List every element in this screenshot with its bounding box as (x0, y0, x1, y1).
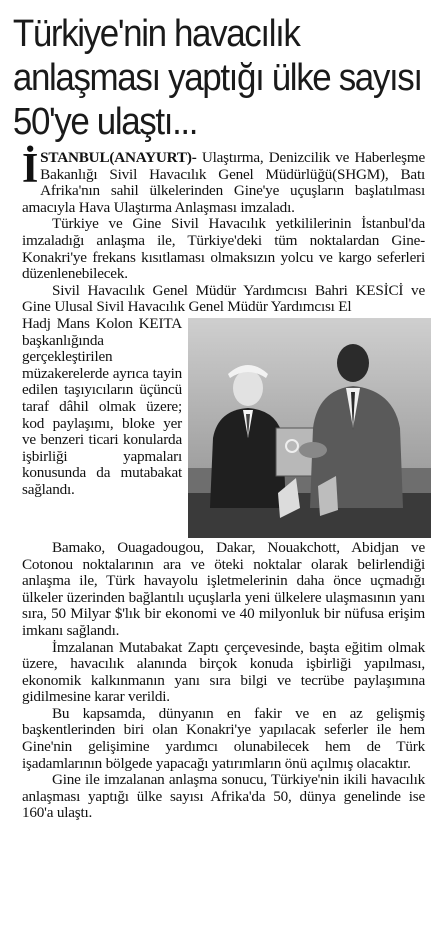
headline: Türkiye'nin havacılık anlaşması yaptığı ülke sayısı 50'ye ulaştı... (12, 13, 422, 143)
article-body (0, 146, 439, 822)
news-photo (188, 318, 431, 538)
signing-ceremony-photo (188, 318, 431, 538)
paragraph-3-wrap: Hadj Mans Kolon KEITA başkanlığında gerçekleştirilen müzakerelerde ayrıca tayin edilen taşıyıcıların üçüncü taraf dâhil olmak üzere; kod paylaşımı, bloke yer ve benzeri ticari konularda işbirliği yapmaları konusunda da mutabakat sağlandı. (22, 314, 182, 498)
paragraph-3-lead: Sivil Havacılık Genel Müdür Yardımcısı Bahri KESİCİ ve Gine Ulusal Sivil Havacılık Genel Müdür Yardımcısı El (22, 281, 425, 316)
paragraph-lead (22, 146, 425, 216)
paragraph-2: Türkiye ve Gine Sivil Havacılık yetkililerinin İstanbul'da imzaladığı anlaşma ile, Türkiye'deki tüm noktalardan Gine-Konakri'ye frekans kısıtlaması olmaksızın yolcu ve kargo seferleri düzenlenebilecek. (22, 215, 425, 283)
dropcap: İ (22, 146, 39, 192)
paragraph-7: Gine ile imzalanan anlaşma sonucu, Türkiye'nin ikili havacılık anlaşması yaptığı ülke sayısı Afrika'da 50, dünya genelinde ise 160'a ulaştı. (22, 771, 425, 822)
paragraph-1-text: Ulaştırma, Denizcilik ve Haberleşme Bakanlığı Sivil Havacılık Genel Müdürlüğü(SHGM), Batı Afrika'nın sahil ülkelerinden Gine'ye uçuşların başlatılması amacıyla Hava Ulaştırma Anlaşması imzaladı. (22, 149, 425, 216)
paragraph-4: Bamako, Ouagadougou, Dakar, Nouakchott, Abidjan ve Cotonou noktalarının ara ve öteki noktalar olarak belirlendiği anlaşma ile, Türk havayolu işletmelerinin daha önce uçmadığı ülkeler üzerinden bağlantılı uçuşlarla yeni ülkelere ulaşmasının yanı sıra, 50 Milyar $'lık bir ekonomi ve 40 milyonluk bir nüfusa erişim imkanı sağlandı. (22, 538, 425, 639)
paragraph-6: Bu kapsamda, dünyanın en fakir ve en az gelişmiş başkentlerinden biri olan Konakri'ye yapılacak seferler ile hem Gine'nin gelişimine yardımcı olunabilecek hem de Türk işadamlarının bölgede yapacağı yatırımların önü açılmış olacaktır. (22, 704, 425, 772)
dateline: STANBUL(ANAYURT)- (40, 149, 197, 166)
paragraph-5: İmzalanan Mutabakat Zaptı çerçevesinde, başta eğitim olmak üzere, havacılık alanında birçok konuda işbirliği yapılması, ekonomik kalkınmanın yanı sıra bilgi ve tecrübe paylaşımına gidilmesine karar verildi. (22, 638, 425, 706)
